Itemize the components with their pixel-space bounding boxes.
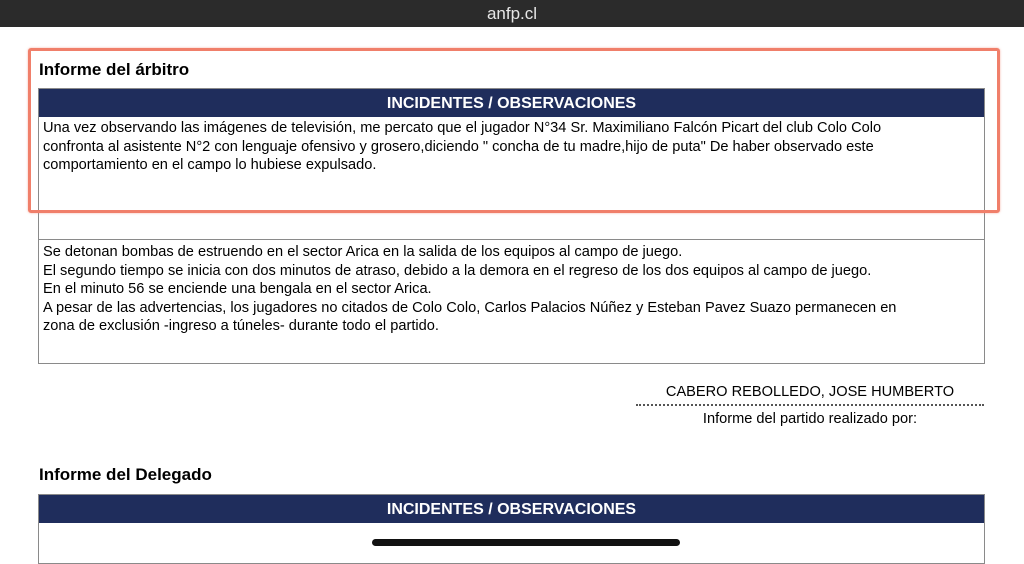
delegate-incidents-header: INCIDENTES / OBSERVACIONES [39,495,984,523]
signature-name: CABERO REBOLLEDO, JOSE HUMBERTO [665,384,955,400]
signature-caption: Informe del partido realizado por: [702,411,918,427]
observations-line: En el minuto 56 se enciende una bengala en el sector Arica. [43,281,432,297]
observations-line: El segundo tiempo se inicia con dos minutos de atraso, debido a la demora en el regreso de los dos equipos al campo de juego. [43,262,872,279]
signature-line [636,404,984,406]
incidents-header: INCIDENTES / OBSERVACIONES [39,89,984,117]
incidents-line: confronta al asistente N°2 con lenguaje ofensivo y grosero,diciendo " concha de tu madre,hijo de puta" De haber observado este [43,138,874,155]
delegate-report-title: Informe del Delegado [39,465,212,484]
observations-line: Se detonan bombas de estruendo en el sector Arica en la salida de los equipos al campo de juego. [43,244,683,260]
incidents-line: comportamiento en el campo lo hubiese expulsado. [43,157,377,173]
observations-text [39,240,984,336]
observations-line: zona de exclusión -ingreso a túneles- durante todo el partido. [43,318,439,334]
referee-report-title: Informe del árbitro [39,60,190,79]
incidents-line: Una vez observando las imágenes de televisión, me percato que el jugador N°34 Sr. Maximiliano Falcón Picart del club Colo Colo [43,120,882,136]
browser-url-bar[interactable] [0,0,1024,27]
observations-line: A pesar de las advertencias, los jugadores no citados de Colo Colo, Carlos Palacios Núñez y Esteban Pavez Suazo permanecen en [43,299,897,316]
delegate-incidents-box [38,494,985,564]
referee-observations-box [38,239,985,364]
url-domain: anfp.cl [486,4,538,23]
highlight-annotation [28,48,1000,213]
home-indicator[interactable] [372,539,680,546]
